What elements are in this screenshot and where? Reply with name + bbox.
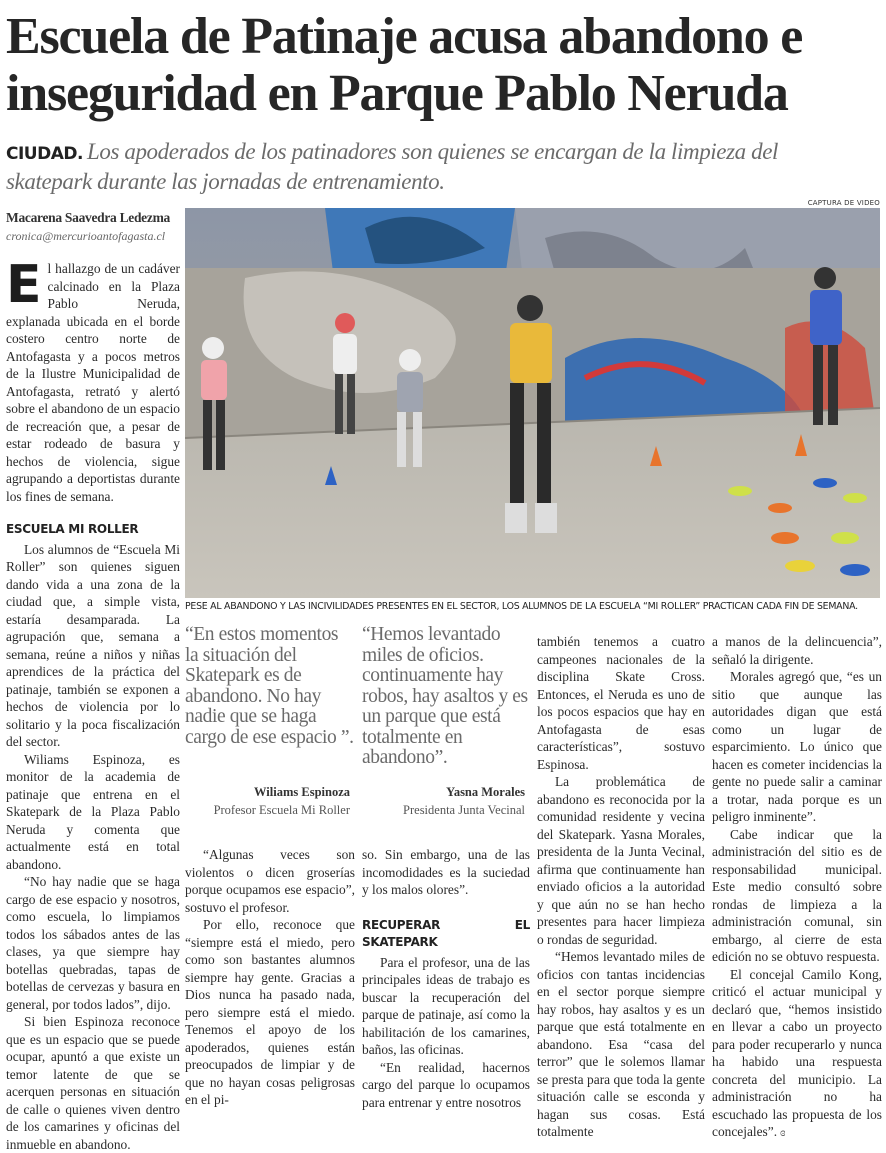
quote-author-name: Wiliams Espinoza [254, 785, 350, 799]
quote-author-role: Presidenta Junta Vecinal [403, 803, 525, 817]
paragraph-text: “En realidad, hacernos cargo del parque lo ocupamos para entrenar y entre nosotros [362, 1059, 530, 1110]
subhead-text: Los apoderados de los patinadores son quienes se encargan de la limpieza del skatepark durante las jornadas de entrenamiento. [6, 139, 779, 194]
section-heading: ESCUELA MI ROLLER [6, 522, 139, 536]
byline-author: Macarena Saavedra Ledezma [6, 210, 170, 225]
headline-line-1: Escuela de Patinaje acusa abandono e [6, 8, 803, 65]
paragraph-text: Wiliams Espinoza, es monitor de la academia de patinaje que entrena en el Skatepark de la Plaza Pablo Neruda y comenta que actualmente está en total abandono. [6, 751, 180, 872]
article-column-1 [6, 255, 180, 1153]
paragraph [537, 633, 705, 773]
paragraph [712, 633, 882, 668]
paragraph-text: “Algunas veces son violentos o dicen groserías porque ocupamos ese espacio”, sostuvo el profesor. [185, 847, 355, 915]
paragraph [362, 954, 530, 1059]
paragraph [6, 873, 180, 1013]
article-column-3 [362, 846, 530, 1111]
subhead [6, 138, 866, 195]
photo-caption: PESE AL ABANDONO Y LAS INCIVILIDADES PRESENTES EN EL SECTOR, LOS ALUMNOS DE LA ESCUELA “MI ROLLER” PRACTICAN CADA FIN DE SEMANA. [185, 601, 858, 612]
photo-credit: CAPTURA DE VIDEO [807, 199, 880, 207]
pull-quote: “En estos momentos la situación del Skatepark es de abandono. No hay nadie que se haga cargo de ese espacio ”. [185, 624, 354, 748]
article-column-5 [712, 633, 882, 1142]
paragraph [6, 751, 180, 874]
lead-paragraph [6, 255, 180, 505]
paragraph-text: La problemática de abandono es reconocida por la comunidad residente y vecina del Skatepark. Yasna Morales, presidenta de la Junta Vecinal, afirma que continuamente han enviado oficios a la autoridad y que aún no se han hecho presentes para hacer limpieza o rondas de seguridad. [537, 774, 705, 947]
paragraph-text: Morales agregó que, “es un sitio que aunque las autoridades digan que está como un lugar de esparcimiento. Lo único que hacen es cometer incidencias la gente no puede salir a caminar a trotar, nada porque es un peligro inminente”. [712, 669, 882, 824]
paragraph-text: El concejal Camilo Kong, criticó el actuar municipal y declaró que, “hemos insistido en llevar a cabo un proyecto para poder recuperarlo y nunca ha habido una respuesta concreta del municipio. La administración no ha escuchado las propuesta de los concejales”. [712, 966, 882, 1139]
article-column-4 [537, 633, 705, 1141]
end-mark-icon: ɞ [780, 1125, 786, 1139]
paragraph [6, 1013, 180, 1153]
paragraph-text: Por ello, reconoce que “siempre está el miedo, pero como son bastantes alumnos siempre hay gente. Gracias a Dios nunca ha pasado nada, pero siempre está el miedo. Tenemos el apoyo de los apoderados, quienes están preocupados de limpiar y de que no hayan cosas peligrosas en el pi- [185, 917, 355, 1107]
article-photo [185, 208, 880, 598]
paragraph [362, 846, 530, 899]
pull-quote: “Hemos levantado miles de oficios. continuamente hay robos, hay asaltos y es un parque que está totalmente en abandono”. [362, 624, 528, 768]
article-column-2 [185, 846, 355, 1109]
section-label: CIUDAD. [6, 144, 83, 164]
section-heading: RECUPERAR EL SKATEPARK [362, 917, 530, 949]
pull-quote-attribution [362, 783, 525, 819]
paragraph-text: Los alumnos de “Escuela Mi Roller” son quienes siguen dando vida a una zona de la ciudad que, a simple vista, estaría desamparada. La agrupación que, semana a semana, reúne a niños y niñas aprendices de la práctica del patinaje, también se exponen a hechos de violencia por lo solitario y la poca fiscalización del sector. [6, 541, 180, 749]
paragraph [185, 916, 355, 1109]
drop-cap: E [6, 255, 42, 315]
paragraph-text: Si bien Espinoza reconoce que es un espacio que se puede ocupar, apuntó a que existe un temor latente de que se acerquen personas en situación de calle o quienes viven dentro de los camarines y oficinas del inmueble en abandono. [6, 1014, 180, 1152]
paragraph-text: “Hemos levantado miles de oficios con tantas incidencias en el sector porque siempre hay robos, hay asaltos y es un parque que está totalmente en abandono. Esa “casa del terror” que le solemos llamar se presta para que toda la gente situación calle se esconda y hagan sus cosas. Está totalmente [537, 949, 705, 1139]
paragraph-text: Para el profesor, una de las principales ideas de trabajo es buscar la recuperación del parque de patinaje, así como la habilitación de los camarines, baños, las oficinas. [362, 954, 530, 1057]
paragraph-text: también tenemos a cuatro campeones nacionales de la disciplina Skate Cross. Entonces, el Neruda es uno de los pocos espacios que hay en Antofagasta de esas características”, sostuvo Espinosa. [537, 634, 705, 772]
paragraph-text: so. Sin embargo, una de las incomodidades es la suciedad y los malos olores”. [362, 847, 530, 897]
headline-line-2: inseguridad en Parque Pablo Neruda [6, 65, 788, 122]
paragraph-text: l hallazgo de un cadáver calcinado en la Plaza Pablo Neruda, explanada ubicada en el borde costero centro norte de Antofagasta y a pocos metros de la Ilustre Municipalidad de Antofagasta, retrató y alertó sobre el abandono de un espacio de recreación que, a pesar de estar rodeado de basura y hechos de violencia, sigue agrupando a deportistas durante los fines de semana. [6, 261, 180, 504]
byline-email: cronica@mercurioantofagasta.cl [6, 229, 166, 243]
paragraph [712, 668, 882, 826]
paragraph [362, 1059, 530, 1112]
paragraph [185, 846, 355, 916]
quote-author-name: Yasna Morales [446, 785, 525, 799]
paragraph-text: a manos de la delincuencia”, señaló la dirigente. [712, 634, 882, 667]
paragraph [537, 948, 705, 1141]
byline [6, 210, 182, 244]
paragraph [537, 773, 705, 948]
paragraph [6, 541, 180, 751]
paragraph [712, 826, 882, 966]
paragraph [712, 966, 882, 1142]
skatepark-photo-illustration [185, 208, 880, 598]
paragraph-text: “No hay nadie que se haga cargo de ese espacio y nosotros, como escuela, lo limpiamos todos los sábados antes de las clases, ya que siempre hay botellas quebradas, tapas de botellas de cervezas y basura en general, por todos lados”, dijo. [6, 874, 180, 1012]
paragraph-text: Cabe indicar que la administración del sitio es de responsabilidad municipal. Este medio consultó sobre rondas de limpieza a la administración comunal, sin embargo, al cierre de esta edición no se obtuvo respuesta. [712, 826, 882, 964]
pull-quote-attribution [185, 783, 350, 819]
quote-author-role: Profesor Escuela Mi Roller [213, 803, 350, 817]
headline [6, 8, 886, 122]
